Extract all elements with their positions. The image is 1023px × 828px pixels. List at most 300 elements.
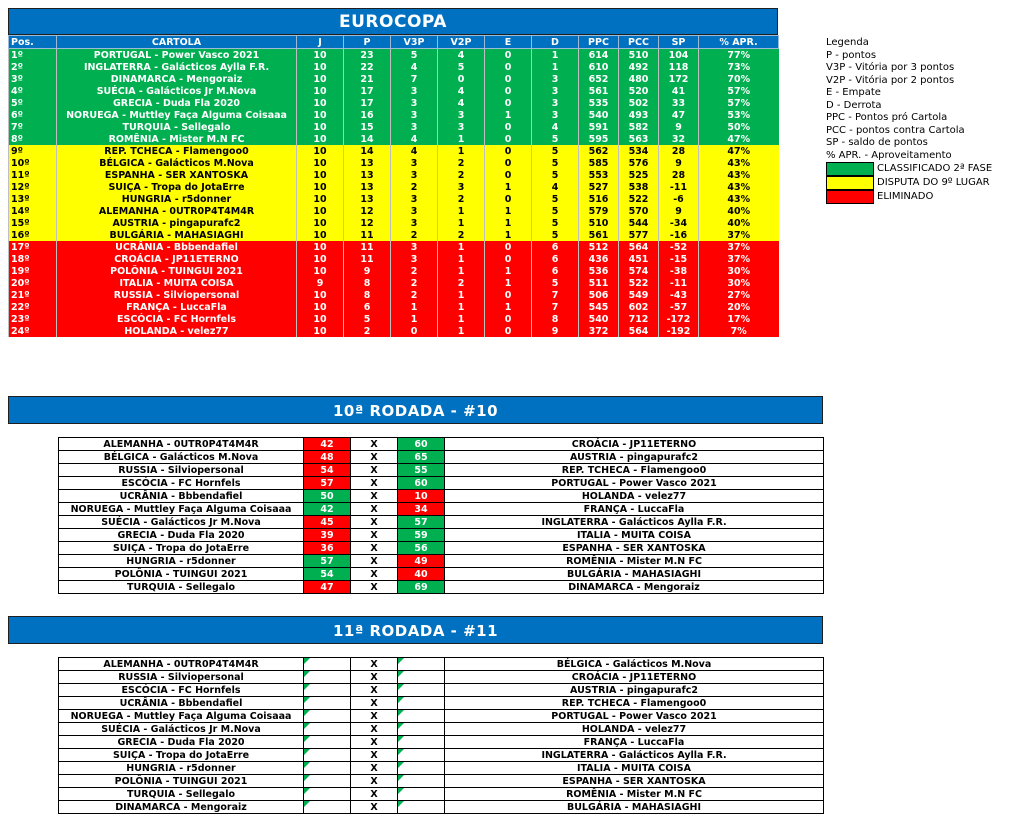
standings-cell-e: 0: [485, 253, 532, 265]
standings-cell-v3p: 2: [391, 289, 438, 301]
standings-cell-pos: 19º: [9, 265, 57, 277]
match-row: [59, 684, 824, 697]
standings-cell-v3p: 3: [391, 241, 438, 253]
standings-cell-pcc: 525: [619, 169, 659, 181]
match-row: [59, 464, 824, 477]
standings-cell-sp: -52: [659, 241, 699, 253]
versus-label: X: [351, 581, 398, 594]
standings-cell-e: 1: [485, 181, 532, 193]
standings-row: [9, 73, 779, 85]
standings-cell-apr: 70%: [699, 73, 779, 85]
col-header-p: P: [344, 36, 391, 49]
standings-cell-p: 6: [344, 301, 391, 313]
standings-cell-d: 4: [532, 121, 579, 133]
away-team: BULGÁRIA - MAHASIAGHI: [445, 801, 824, 814]
versus-label: X: [351, 542, 398, 555]
legend-item: V2P - Vitória por 2 pontos: [826, 74, 955, 86]
standings-cell-v2p: 3: [438, 121, 485, 133]
standings-cell-apr: 40%: [699, 205, 779, 217]
away-team: FRANÇA - LuccaFla: [445, 736, 824, 749]
match-row: [59, 542, 824, 555]
col-header-apr: % APR.: [699, 36, 779, 49]
standings-cell-p: 2: [344, 325, 391, 337]
standings-cell-v2p: 1: [438, 217, 485, 229]
standings-row: [9, 61, 779, 73]
away-score-input[interactable]: [398, 736, 445, 749]
standings-cell-apr: 47%: [699, 145, 779, 157]
home-team: SUIÇA - Tropa do JotaErre: [59, 542, 304, 555]
home-score: 57: [304, 555, 351, 568]
match-row: [59, 749, 824, 762]
home-team: TURQUIA - Sellegalo: [59, 788, 304, 801]
standings-cell-apr: 57%: [699, 97, 779, 109]
standings-cell-apr: 43%: [699, 169, 779, 181]
away-score-input[interactable]: [398, 775, 445, 788]
home-score-input[interactable]: [304, 671, 351, 684]
standings-cell-pos: 24º: [9, 325, 57, 337]
standings-cell-e: 0: [485, 193, 532, 205]
standings-cell-ppc: 585: [579, 157, 619, 169]
away-score: 65: [398, 451, 445, 464]
away-team: INGLATERRA - Galácticos Aylla F.R.: [445, 749, 824, 762]
away-score-input[interactable]: [398, 801, 445, 814]
standings-cell-team: ROMÊNIA - Mister M.N FC: [57, 133, 297, 145]
away-score: 34: [398, 503, 445, 516]
standings-cell-ppc: 436: [579, 253, 619, 265]
standings-cell-sp: -172: [659, 313, 699, 325]
standings-cell-ppc: 614: [579, 49, 619, 62]
cell-comment-marker-icon: [398, 762, 404, 768]
match-row: [59, 658, 824, 671]
standings-cell-pos: 12º: [9, 181, 57, 193]
standings-cell-j: 10: [297, 157, 344, 169]
standings-cell-apr: 27%: [699, 289, 779, 301]
away-team: ROMÊNIA - Mister M.N FC: [445, 555, 824, 568]
home-score: 57: [304, 477, 351, 490]
versus-label: X: [351, 684, 398, 697]
versus-label: X: [351, 477, 398, 490]
standings-cell-j: 10: [297, 133, 344, 145]
standings-cell-ppc: 535: [579, 97, 619, 109]
standings-cell-team: DINAMARCA - Mengoraiz: [57, 73, 297, 85]
standings-cell-p: 9: [344, 265, 391, 277]
col-header-e: E: [485, 36, 532, 49]
home-score: 48: [304, 451, 351, 464]
standings-cell-j: 10: [297, 109, 344, 121]
cell-comment-marker-icon: [398, 788, 404, 794]
standings-cell-ppc: 561: [579, 85, 619, 97]
standings-row: [9, 265, 779, 277]
away-score-input[interactable]: [398, 658, 445, 671]
standings-cell-ppc: 595: [579, 133, 619, 145]
home-team: RUSSIA - Silviopersonal: [59, 464, 304, 477]
standings-row: [9, 85, 779, 97]
home-team: GRECIA - Duda Fla 2020: [59, 529, 304, 542]
standings-cell-j: 10: [297, 97, 344, 109]
away-score: 55: [398, 464, 445, 477]
standings-cell-sp: 9: [659, 205, 699, 217]
col-header-pcc: PCC: [619, 36, 659, 49]
col-header-j: J: [297, 36, 344, 49]
cell-comment-marker-icon: [304, 749, 310, 755]
standings-cell-j: 10: [297, 61, 344, 73]
standings-cell-sp: -6: [659, 193, 699, 205]
standings-cell-sp: 28: [659, 169, 699, 181]
standings-cell-v3p: 3: [391, 157, 438, 169]
standings-cell-e: 0: [485, 241, 532, 253]
standings-cell-e: 0: [485, 157, 532, 169]
home-score-input[interactable]: [304, 775, 351, 788]
versus-label: X: [351, 671, 398, 684]
home-score-input[interactable]: [304, 749, 351, 762]
away-team: DINAMARCA - Mengoraiz: [445, 581, 824, 594]
standings-cell-e: 1: [485, 205, 532, 217]
home-score-input[interactable]: [304, 723, 351, 736]
standings-cell-v2p: 4: [438, 85, 485, 97]
standings-cell-p: 13: [344, 181, 391, 193]
standings-cell-team: CROÁCIA - JP11ETERNO: [57, 253, 297, 265]
standings-cell-v2p: 0: [438, 73, 485, 85]
standings-cell-v3p: 7: [391, 73, 438, 85]
standings-cell-sp: -34: [659, 217, 699, 229]
standings-cell-e: 0: [485, 313, 532, 325]
standings-cell-ppc: 510: [579, 217, 619, 229]
legend-title: Legenda: [826, 37, 869, 48]
standings-cell-team: REP. TCHECA - Flamengoo0: [57, 145, 297, 157]
home-team: BÉLGICA - Galácticos M.Nova: [59, 451, 304, 464]
standings-cell-pos: 10º: [9, 157, 57, 169]
cell-comment-marker-icon: [398, 684, 404, 690]
away-team: ITALIA - MUITA COISA: [445, 529, 824, 542]
standings-cell-v3p: 4: [391, 133, 438, 145]
home-score-input[interactable]: [304, 736, 351, 749]
standings-cell-apr: 30%: [699, 277, 779, 289]
standings-cell-pcc: 520: [619, 85, 659, 97]
standings-cell-sp: -43: [659, 289, 699, 301]
match-row: [59, 516, 824, 529]
standings-cell-apr: 53%: [699, 109, 779, 121]
match-row: [59, 762, 824, 775]
standings-cell-e: 1: [485, 217, 532, 229]
home-score-input[interactable]: [304, 788, 351, 801]
home-team: NORUEGA - Muttley Faça Alguma Coisaaa: [59, 503, 304, 516]
standings-cell-e: 0: [485, 289, 532, 301]
match-row: [59, 529, 824, 542]
standings-cell-pos: 5º: [9, 97, 57, 109]
standings-cell-p: 17: [344, 97, 391, 109]
cell-comment-marker-icon: [398, 801, 404, 807]
home-team: GRECIA - Duda Fla 2020: [59, 736, 304, 749]
versus-label: X: [351, 451, 398, 464]
home-team: ALEMANHA - 0UTR0P4T4M4R: [59, 658, 304, 671]
home-score-input[interactable]: [304, 684, 351, 697]
standings-cell-p: 14: [344, 133, 391, 145]
standings-cell-pcc: 576: [619, 157, 659, 169]
standings-cell-sp: -15: [659, 253, 699, 265]
standings-cell-team: ESCÓCIA - FC Hornfels: [57, 313, 297, 325]
standings-cell-apr: 73%: [699, 61, 779, 73]
standings-cell-ppc: 553: [579, 169, 619, 181]
legend-swatch-row: [826, 162, 992, 176]
standings-cell-v3p: 0: [391, 325, 438, 337]
cell-comment-marker-icon: [304, 736, 310, 742]
standings-cell-d: 7: [532, 289, 579, 301]
standings-cell-v3p: 3: [391, 217, 438, 229]
standings-cell-apr: 43%: [699, 157, 779, 169]
standings-cell-pos: 15º: [9, 217, 57, 229]
standings-cell-e: 1: [485, 277, 532, 289]
standings-cell-pcc: 522: [619, 277, 659, 289]
legend-item: P - pontos: [826, 49, 877, 61]
home-score-input[interactable]: [304, 710, 351, 723]
standings-cell-d: 1: [532, 49, 579, 62]
standings-cell-ppc: 512: [579, 241, 619, 253]
standings-cell-pos: 7º: [9, 121, 57, 133]
standings-cell-team: POLÔNIA - TUINGUI 2021: [57, 265, 297, 277]
standings-cell-pcc: 582: [619, 121, 659, 133]
standings-cell-p: 14: [344, 145, 391, 157]
away-score-input[interactable]: [398, 697, 445, 710]
legend-item: SP - saldo de pontos: [826, 137, 928, 148]
standings-cell-team: ALEMANHA - 0UTR0P4T4M4R: [57, 205, 297, 217]
away-score-input[interactable]: [398, 684, 445, 697]
away-score-input[interactable]: [398, 749, 445, 762]
standings-cell-e: 0: [485, 85, 532, 97]
home-score-input[interactable]: [304, 801, 351, 814]
away-team: CROÁCIA - JP11ETERNO: [445, 438, 824, 451]
cell-comment-marker-icon: [398, 749, 404, 755]
standings-cell-e: 0: [485, 121, 532, 133]
versus-label: X: [351, 788, 398, 801]
versus-label: X: [351, 697, 398, 710]
home-team: TURQUIA - Sellegalo: [59, 581, 304, 594]
standings-cell-pos: 9º: [9, 145, 57, 157]
home-team: POLÔNIA - TUINGUI 2021: [59, 568, 304, 581]
page-title: EUROCOPA: [8, 8, 778, 35]
standings-cell-pcc: 522: [619, 193, 659, 205]
standings-cell-p: 11: [344, 241, 391, 253]
standings-cell-apr: 77%: [699, 49, 779, 62]
standings-row: [9, 289, 779, 301]
standings-row: [9, 301, 779, 313]
standings-cell-sp: -11: [659, 277, 699, 289]
home-score: 47: [304, 581, 351, 594]
standings-cell-apr: 40%: [699, 217, 779, 229]
home-team: SUÉCIA - Galácticos Jr M.Nova: [59, 723, 304, 736]
standings-cell-e: 1: [485, 265, 532, 277]
away-score-input[interactable]: [398, 671, 445, 684]
away-score: 60: [398, 438, 445, 451]
match-row: [59, 568, 824, 581]
standings-cell-pos: 18º: [9, 253, 57, 265]
standings-cell-e: 0: [485, 97, 532, 109]
away-score: 60: [398, 477, 445, 490]
away-team: INGLATERRA - Galácticos Aylla F.R.: [445, 516, 824, 529]
standings-cell-p: 13: [344, 169, 391, 181]
cell-comment-marker-icon: [304, 710, 310, 716]
standings-row: [9, 193, 779, 205]
away-score: 40: [398, 568, 445, 581]
standings-cell-v3p: 4: [391, 61, 438, 73]
match-row: [59, 555, 824, 568]
standings-cell-pcc: 564: [619, 325, 659, 337]
standings-cell-e: 1: [485, 229, 532, 241]
away-team: ESPANHA - SER XANTOSKA: [445, 542, 824, 555]
cell-comment-marker-icon: [304, 697, 310, 703]
away-team: PORTUGAL - Power Vasco 2021: [445, 477, 824, 490]
away-team: ESPANHA - SER XANTOSKA: [445, 775, 824, 788]
col-header-ppc: PPC: [579, 36, 619, 49]
standings-cell-d: 3: [532, 97, 579, 109]
standings-cell-apr: 37%: [699, 229, 779, 241]
cell-comment-marker-icon: [398, 736, 404, 742]
legend: [826, 37, 992, 204]
legend-item: E - Empate: [826, 87, 881, 98]
legend-swatch-label: CLASSIFICADO 2ª FASE: [877, 162, 993, 174]
standings-cell-team: AUSTRIA - pingapurafc2: [57, 217, 297, 229]
versus-label: X: [351, 736, 398, 749]
standings-cell-v3p: 3: [391, 193, 438, 205]
legend-item: PCC - pontos contra Cartola: [826, 124, 965, 136]
standings-row: [9, 205, 779, 217]
home-team: POLÔNIA - TUINGUI 2021: [59, 775, 304, 788]
standings-cell-p: 17: [344, 85, 391, 97]
standings-row: [9, 313, 779, 325]
versus-label: X: [351, 438, 398, 451]
standings-cell-j: 10: [297, 313, 344, 325]
versus-label: X: [351, 568, 398, 581]
standings-row: [9, 97, 779, 109]
standings-cell-apr: 57%: [699, 85, 779, 97]
standings-cell-pcc: 570: [619, 205, 659, 217]
match-row: [59, 477, 824, 490]
legend-swatch: [826, 162, 874, 176]
standings-cell-pcc: 549: [619, 289, 659, 301]
home-score-input[interactable]: [304, 658, 351, 671]
standings-cell-apr: 43%: [699, 193, 779, 205]
standings-cell-sp: -192: [659, 325, 699, 337]
away-score: 56: [398, 542, 445, 555]
away-team: PORTUGAL - Power Vasco 2021: [445, 710, 824, 723]
round-10-matches: [58, 437, 824, 594]
standings-header-row: [9, 36, 779, 49]
standings-cell-p: 11: [344, 229, 391, 241]
match-row: [59, 503, 824, 516]
standings-cell-apr: 37%: [699, 241, 779, 253]
standings-cell-v2p: 2: [438, 193, 485, 205]
standings-cell-v3p: 3: [391, 85, 438, 97]
standings-cell-v2p: 1: [438, 313, 485, 325]
home-team: UCRÂNIA - Bbbendafiel: [59, 697, 304, 710]
match-row: [59, 490, 824, 503]
col-header-v3p: V3P: [391, 36, 438, 49]
legend-item: D - Derrota: [826, 99, 882, 111]
home-score: 50: [304, 490, 351, 503]
standings-cell-pos: 14º: [9, 205, 57, 217]
standings-cell-d: 4: [532, 181, 579, 193]
standings-cell-d: 1: [532, 61, 579, 73]
standings-row: [9, 157, 779, 169]
standings-cell-v2p: 4: [438, 49, 485, 62]
cell-comment-marker-icon: [304, 775, 310, 781]
versus-label: X: [351, 555, 398, 568]
standings-cell-d: 5: [532, 145, 579, 157]
home-team: RUSSIA - Silviopersonal: [59, 671, 304, 684]
standings-row: [9, 49, 779, 62]
standings-cell-team: BÉLGICA - Galácticos M.Nova: [57, 157, 297, 169]
standings-cell-ppc: 561: [579, 229, 619, 241]
standings-cell-team: GRECIA - Duda Fla 2020: [57, 97, 297, 109]
round-11-title: 11ª RODADA - #11: [8, 616, 823, 644]
standings-cell-d: 5: [532, 217, 579, 229]
standings-cell-sp: 172: [659, 73, 699, 85]
standings-cell-pcc: 538: [619, 181, 659, 193]
standings-cell-d: 6: [532, 241, 579, 253]
standings-cell-d: 9: [532, 325, 579, 337]
away-score: 49: [398, 555, 445, 568]
standings-cell-p: 13: [344, 157, 391, 169]
away-score-input[interactable]: [398, 788, 445, 801]
away-team: REP. TCHECA - Flamengoo0: [445, 464, 824, 477]
standings-cell-e: 1: [485, 301, 532, 313]
standings-cell-j: 10: [297, 265, 344, 277]
standings-cell-pos: 3º: [9, 73, 57, 85]
standings-cell-j: 10: [297, 301, 344, 313]
away-team: AUSTRIA - pingapurafc2: [445, 451, 824, 464]
standings-cell-apr: 17%: [699, 313, 779, 325]
standings-cell-p: 13: [344, 193, 391, 205]
standings-cell-p: 15: [344, 121, 391, 133]
standings-cell-ppc: 516: [579, 193, 619, 205]
away-score-input[interactable]: [398, 723, 445, 736]
away-score-input[interactable]: [398, 762, 445, 775]
standings-cell-d: 5: [532, 205, 579, 217]
standings-cell-d: 5: [532, 157, 579, 169]
away-team: BÉLGICA - Galácticos M.Nova: [445, 658, 824, 671]
cell-comment-marker-icon: [398, 697, 404, 703]
versus-label: X: [351, 464, 398, 477]
home-team: ESCÓCIA - FC Hornfels: [59, 684, 304, 697]
standings-cell-j: 10: [297, 145, 344, 157]
standings-cell-ppc: 527: [579, 181, 619, 193]
away-score-input[interactable]: [398, 710, 445, 723]
standings-row: [9, 253, 779, 265]
cell-comment-marker-icon: [304, 684, 310, 690]
standings-cell-pos: 2º: [9, 61, 57, 73]
home-team: HUNGRIA - r5donner: [59, 762, 304, 775]
versus-label: X: [351, 801, 398, 814]
standings-cell-p: 16: [344, 109, 391, 121]
away-team: BULGÁRIA - MAHASIAGHI: [445, 568, 824, 581]
standings-cell-d: 6: [532, 253, 579, 265]
standings-cell-ppc: 511: [579, 277, 619, 289]
standings-cell-ppc: 610: [579, 61, 619, 73]
standings-cell-ppc: 540: [579, 313, 619, 325]
home-score-input[interactable]: [304, 697, 351, 710]
match-row: [59, 801, 824, 814]
standings-cell-ppc: 579: [579, 205, 619, 217]
home-score-input[interactable]: [304, 762, 351, 775]
standings-cell-pcc: 712: [619, 313, 659, 325]
standings-cell-v2p: 1: [438, 253, 485, 265]
standings-cell-sp: -11: [659, 181, 699, 193]
standings-cell-e: 0: [485, 61, 532, 73]
standings-cell-pcc: 564: [619, 241, 659, 253]
standings-cell-apr: 37%: [699, 253, 779, 265]
home-score: 42: [304, 438, 351, 451]
versus-label: X: [351, 658, 398, 671]
away-team: ITALIA - MUITA COISA: [445, 762, 824, 775]
